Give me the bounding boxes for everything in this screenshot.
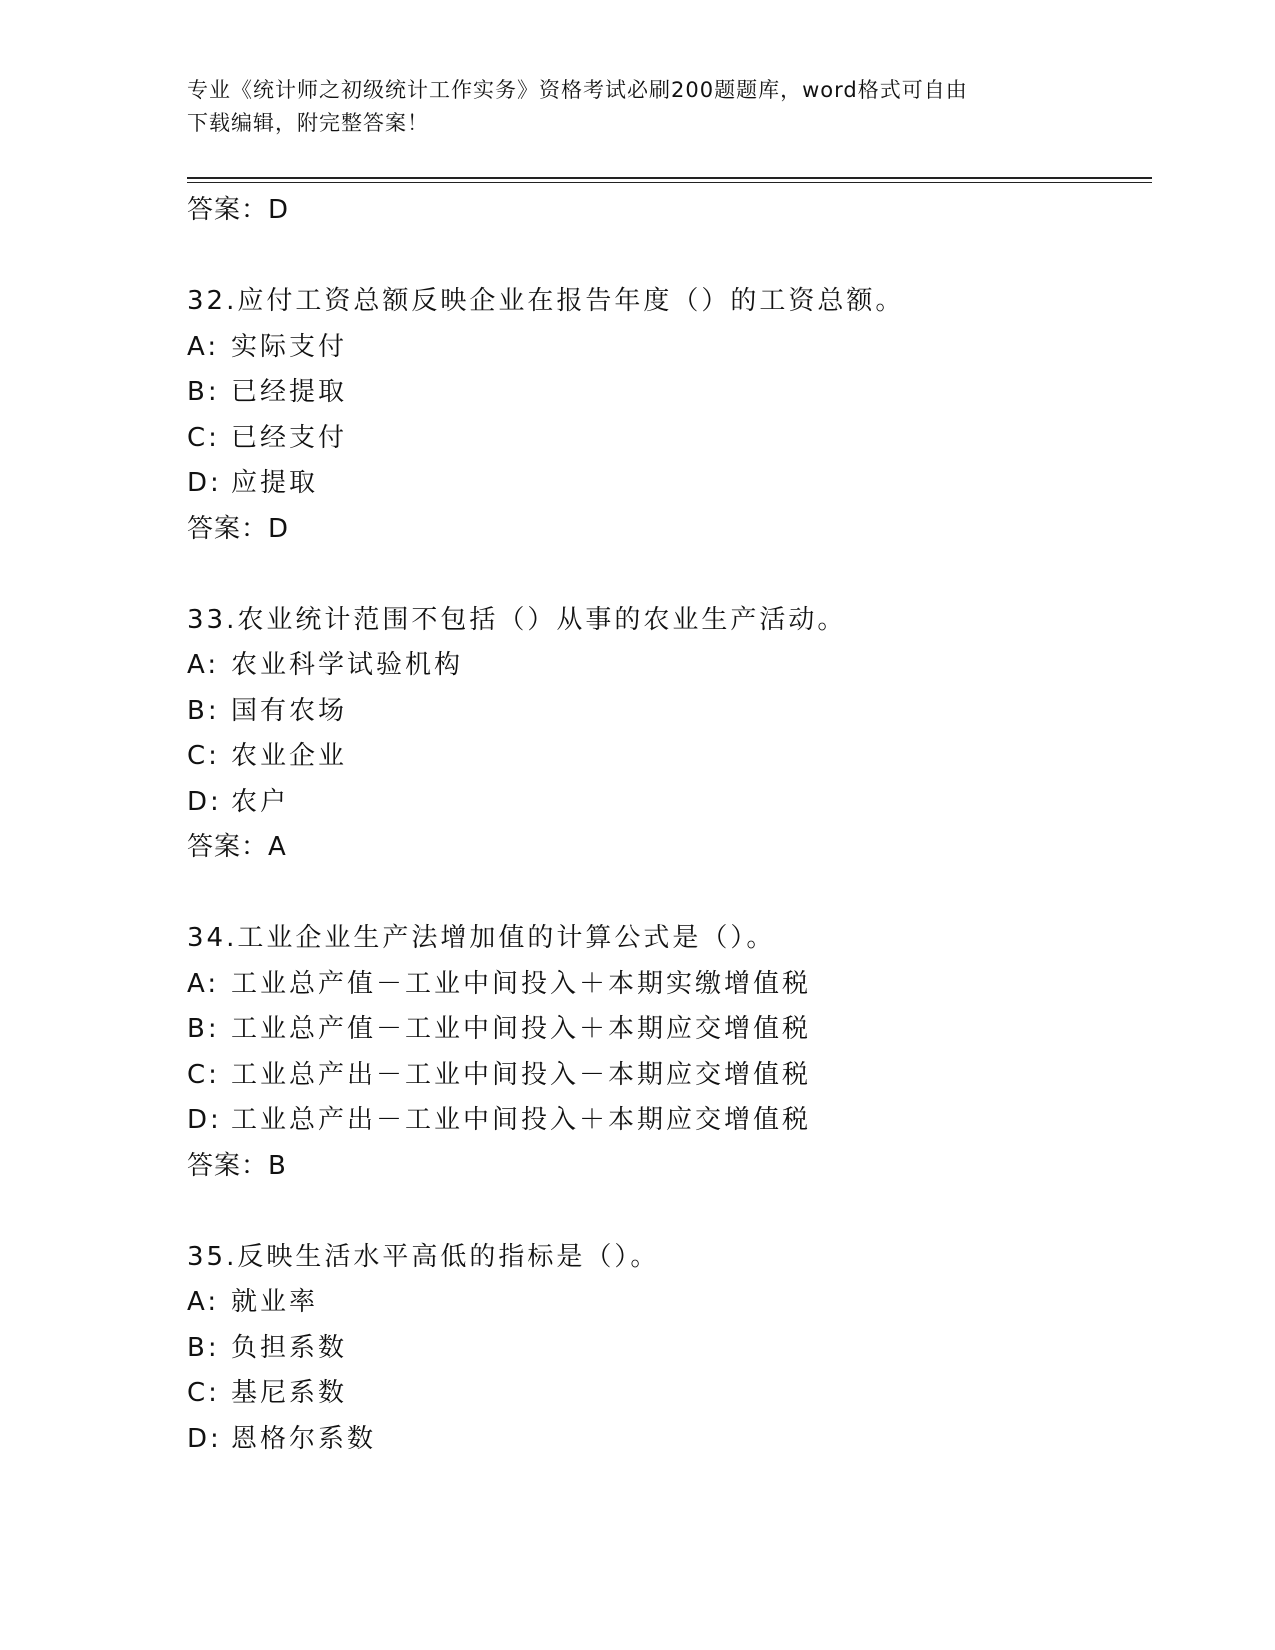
spacer <box>187 871 1152 917</box>
question-35 <box>187 1235 1152 1463</box>
option-c <box>187 734 1152 780</box>
option-letter: C: <box>187 741 220 771</box>
option-letter: A: <box>187 650 220 680</box>
option-text: 农户 <box>231 786 290 817</box>
question-34 <box>187 916 1152 1189</box>
option-text: 负担系数 <box>231 1332 348 1363</box>
header-divider-thick <box>187 177 1152 179</box>
option-c <box>187 1053 1152 1099</box>
option-a <box>187 962 1152 1008</box>
option-letter: A: <box>187 331 220 362</box>
spacer <box>187 552 1152 598</box>
answer: 答案：A <box>187 832 287 862</box>
option-letter: C: <box>187 1378 220 1408</box>
option-text: 已经支付 <box>231 422 348 453</box>
option-letter: C: <box>187 1059 220 1090</box>
option-text: 工业总产值－工业中间投入＋本期实缴增值税 <box>231 968 812 999</box>
option-letter: B: <box>187 1014 220 1044</box>
option-d <box>187 1098 1152 1144</box>
previous-answer: 答案：D <box>187 195 290 225</box>
option-letter: A: <box>187 1287 220 1317</box>
option-d <box>187 780 1152 826</box>
option-c <box>187 416 1152 462</box>
option-text: 基尼系数 <box>231 1378 348 1408</box>
option-letter: D: <box>187 786 222 817</box>
answer: 答案：D <box>187 513 290 544</box>
option-c <box>187 1371 1152 1417</box>
option-letter: B: <box>187 695 220 726</box>
option-d <box>187 461 1152 507</box>
question-stem: 33.农业统计范围不包括（）从事的农业生产活动。 <box>187 604 847 635</box>
question-list <box>187 188 1152 1462</box>
option-letter: A: <box>187 968 220 999</box>
option-b <box>187 1326 1152 1372</box>
header-line-1: 专业《统计师之初级统计工作实务》资格考试必刷200题题库，word格式可自由 <box>187 78 968 102</box>
option-text: 就业率 <box>231 1287 319 1317</box>
option-letter: B: <box>187 377 220 407</box>
question-33 <box>187 598 1152 871</box>
option-text: 工业总产出－工业中间投入－本期应交增值税 <box>231 1059 812 1090</box>
option-d <box>187 1417 1152 1463</box>
option-text: 国有农场 <box>231 695 348 726</box>
answer: 答案：B <box>187 1150 287 1181</box>
option-b <box>187 689 1152 735</box>
option-text: 农业企业 <box>231 741 348 771</box>
header-divider-thin <box>187 182 1152 183</box>
option-letter: B: <box>187 1332 220 1363</box>
document-header <box>187 74 1087 140</box>
question-stem: 34.工业企业生产法增加值的计算公式是（）。 <box>187 923 776 953</box>
option-a <box>187 643 1152 689</box>
spacer <box>187 1189 1152 1235</box>
option-letter: D: <box>187 1423 222 1454</box>
option-letter: D: <box>187 468 222 498</box>
question-32 <box>187 279 1152 552</box>
option-a <box>187 325 1152 371</box>
option-text: 工业总产值－工业中间投入＋本期应交增值税 <box>231 1014 812 1044</box>
spacer <box>187 234 1152 280</box>
option-text: 工业总产出－工业中间投入＋本期应交增值税 <box>231 1105 812 1135</box>
option-text: 恩格尔系数 <box>231 1423 377 1454</box>
option-text: 已经提取 <box>231 377 348 407</box>
option-text: 农业科学试验机构 <box>231 650 464 680</box>
option-a <box>187 1280 1152 1326</box>
question-stem: 35.反映生活水平高低的指标是（）。 <box>187 1241 660 1272</box>
option-letter: C: <box>187 422 220 453</box>
question-stem: 32.应付工资总额反映企业在报告年度（）的工资总额。 <box>187 286 905 316</box>
option-letter: D: <box>187 1105 222 1135</box>
option-text: 应提取 <box>231 468 319 498</box>
option-b <box>187 1007 1152 1053</box>
header-line-2: 下载编辑，附完整答案！ <box>187 111 429 135</box>
option-text: 实际支付 <box>231 331 348 362</box>
option-b <box>187 370 1152 416</box>
